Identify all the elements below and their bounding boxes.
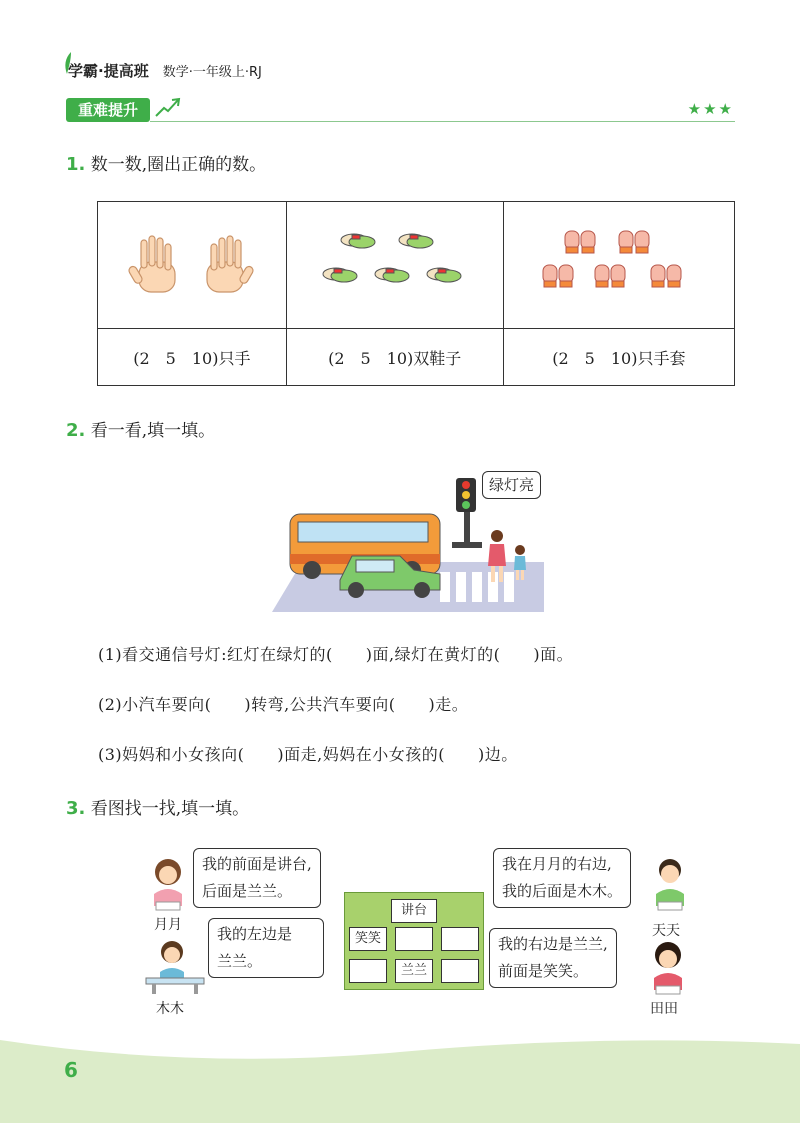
bubble-line: 前面是笑笑。 xyxy=(498,962,589,980)
name-mumu: 木木 xyxy=(156,1001,184,1017)
seat-lanlan: 兰兰 xyxy=(395,959,433,983)
seat-empty[interactable] xyxy=(441,959,479,983)
mittens-icon xyxy=(539,227,699,299)
bubble-line: 我的左边是 xyxy=(217,925,293,943)
bubble-line: 我在月月的右边, xyxy=(502,855,612,873)
bubble-line: 兰兰。 xyxy=(217,952,263,970)
bubble-line: 后面是兰兰。 xyxy=(202,882,293,900)
difficulty-stars: ★★★ xyxy=(687,100,734,118)
section-divider xyxy=(150,121,735,122)
hands-icon xyxy=(127,228,257,298)
question-prompt: 数一数,圈出正确的数。 xyxy=(90,155,267,175)
book-subtitle: 数学·一年级上·RJ xyxy=(162,65,262,80)
question-prompt: 看图找一找,填一填。 xyxy=(90,799,250,819)
book-header xyxy=(68,60,262,81)
question-number: 3. xyxy=(66,798,86,819)
name-yueyue: 月月 xyxy=(154,917,182,933)
seat-empty[interactable] xyxy=(349,959,387,983)
seat-xiaoxiao: 笑笑 xyxy=(349,927,387,951)
bubble-line: 我的右边是兰兰, xyxy=(498,935,608,953)
boy-tiantian-avatar xyxy=(650,856,690,912)
q2-item-2[interactable]: (2)小汽车要向( )转弯,公共汽车要向( )走。 xyxy=(98,695,469,714)
q2-item-1[interactable]: (1)看交通信号灯:红灯在绿灯的( )面,绿灯在黄灯的( )面。 xyxy=(98,645,574,664)
question-prompt: 看一看,填一填。 xyxy=(90,421,216,441)
seat-empty[interactable] xyxy=(395,927,433,951)
mittens-answer[interactable]: (2 5 10)只手套 xyxy=(503,329,734,386)
girl-tiantian-avatar xyxy=(648,940,688,996)
name-tiantian: 天天 xyxy=(652,923,680,939)
book-title: 学霸·提高班 xyxy=(68,62,149,80)
yueyue-bubble xyxy=(193,848,321,908)
podium-label: 讲台 xyxy=(391,899,437,923)
bubble-line: 我的后面是木木。 xyxy=(502,882,623,900)
classroom-seating-chart xyxy=(344,892,484,990)
question-number: 2. xyxy=(66,420,86,441)
section-badge: 重难提升 xyxy=(66,98,150,122)
name-tiantian2: 田田 xyxy=(650,1001,678,1017)
mittens-cell xyxy=(503,202,734,329)
tiantian2-bubble xyxy=(489,928,617,988)
q2-item-3[interactable]: (3)妈妈和小女孩向( )面走,妈妈在小女孩的( )边。 xyxy=(98,745,518,764)
tiantian-bubble xyxy=(493,848,631,908)
girl-yueyue-avatar xyxy=(148,856,188,912)
page-number: 6 xyxy=(64,1058,78,1082)
green-light-bubble: 绿灯亮 xyxy=(482,471,541,499)
bubble-line: 我的前面是讲台, xyxy=(202,855,312,873)
mumu-bubble xyxy=(208,918,324,978)
shoes-answer[interactable]: (2 5 10)双鞋子 xyxy=(286,329,503,386)
arrow-up-icon xyxy=(154,96,182,118)
question-3 xyxy=(66,794,249,819)
footer-wave-decoration xyxy=(0,1030,800,1123)
hands-answer[interactable]: (2 5 10)只手 xyxy=(98,329,287,386)
hands-cell xyxy=(98,202,287,329)
shoes-icon xyxy=(320,228,470,298)
question-number: 1. xyxy=(66,154,86,175)
boy-mumu-avatar xyxy=(142,938,208,994)
question-1 xyxy=(66,150,266,175)
shoes-cell xyxy=(286,202,503,329)
seat-empty[interactable] xyxy=(441,927,479,951)
counting-table xyxy=(97,201,735,386)
question-2 xyxy=(66,416,215,441)
